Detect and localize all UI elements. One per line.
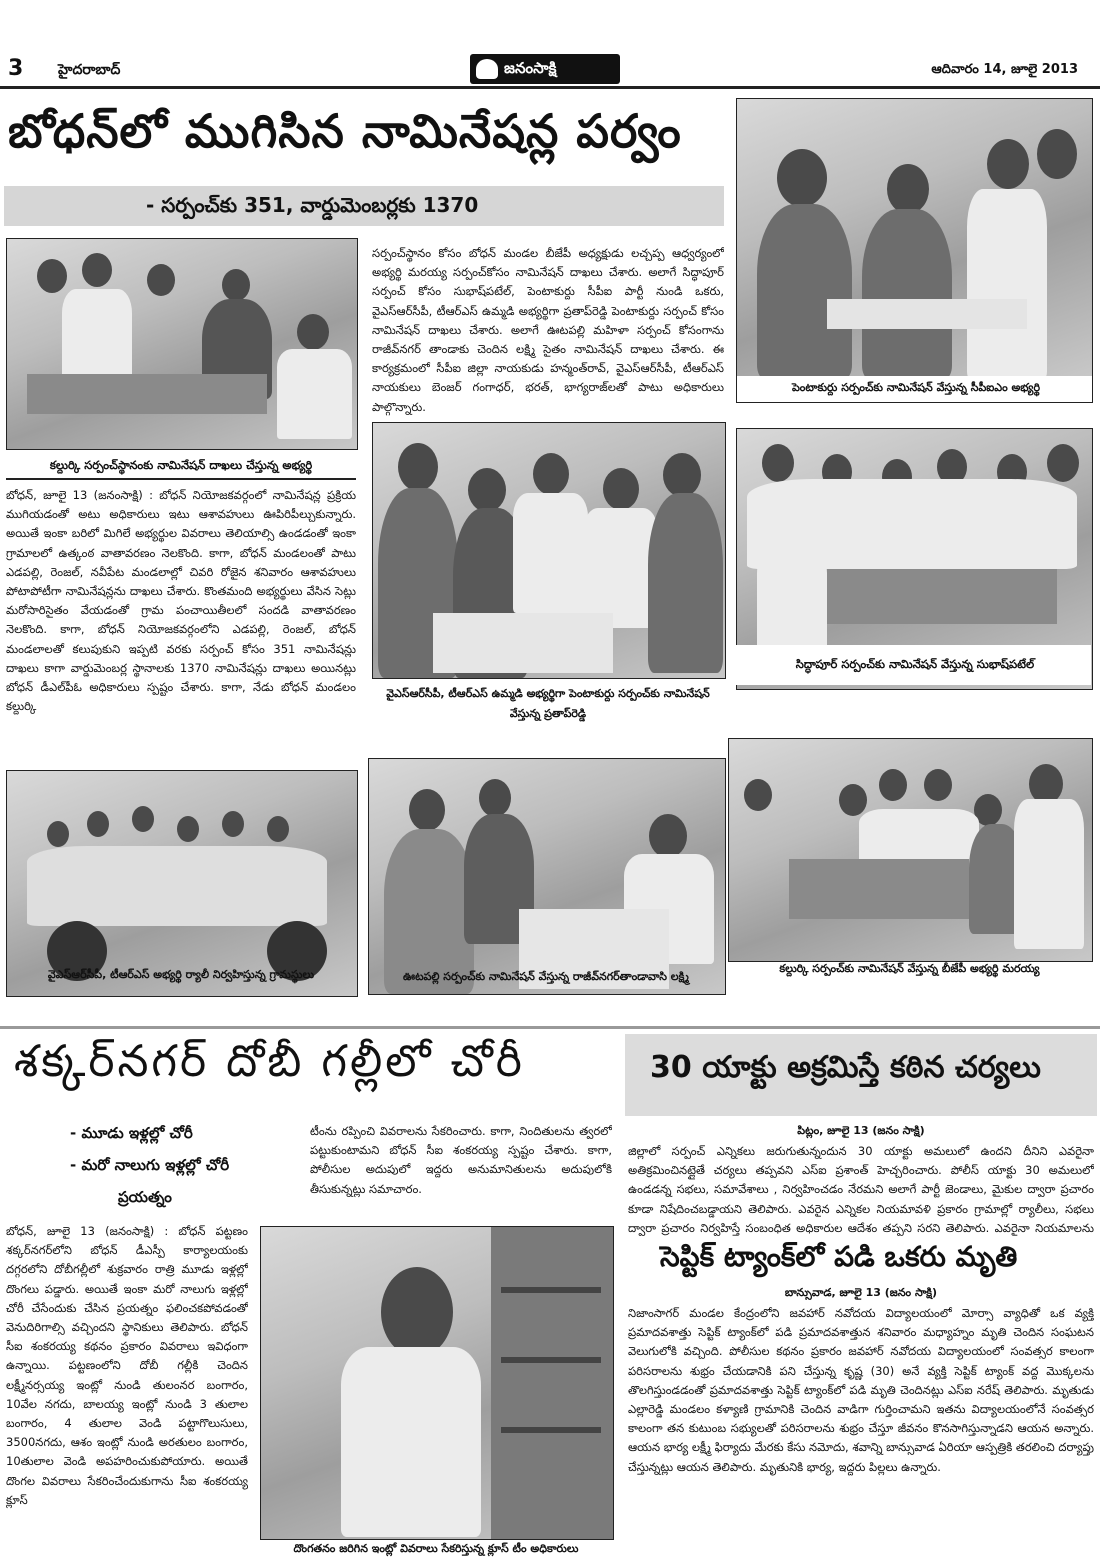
story1-headline: బోధన్‌లో ముగిసిన నామినేషన్ల పర్వం <box>8 104 682 158</box>
caption-photo-center-line2: వేస్తున్న ప్రతాప్‌రెడ్డి <box>509 707 587 720</box>
story4-dateline: బాన్సువాడ, జూలై 13 (జనం సాక్షి) <box>784 1286 938 1299</box>
story2-body-col2: టీంను రప్పించి వివరాలను సేకరించారు. కాగా, నిందితులను త్వరలో పట్టుకుంటామని బోధన్ సీఐ శంకరయ్య స్పష్టం చేశారు. కాగా, పోలీసుల అదుపులో ఇద్దరు అనుమానితులను అదుపులోకి తీసుకున్నట్లు సమాచారం. <box>310 1124 612 1196</box>
photo-kaldurki-nomination <box>6 238 358 450</box>
story2-sub1: - మూడు ఇళ్లల్లో చోరీ <box>70 1124 193 1142</box>
caption-photo-bottom-right: కల్దుర్కి సర్పంచ్‌కు నామినేషన్ వేస్తున్న బీజేపీ అభ్యర్థి మరయ్య <box>779 962 1040 975</box>
photo-pentakurdu-cpi <box>736 98 1093 378</box>
story2-body-col1: బోధన్, జూలై 13 (జనంసాక్షి) : బోధన్ పట్టణం శక్కర్‌నగర్‌లోని బోధన్ డీఎస్పీ కార్యాలయంకు దగ్గరలోని దోబీగల్లీలో శుక్రవారం రాత్రి మూడు ఇళ్లల్లో దొంగలు పడ్డారు. అయితే ఇంకా మరో నాలుగు ఇళ్లల్లో చోరీ చేసేందుకు చేసిన ప్రయత్నం ఫలించకపోవడంతో వెనుదిరిగాల్సి వచ్చిందని స్థానికులు తెలిపారు. బోధన్ సీఐ శంకరయ్య కథనం ప్రకారం వివరాలు ఇవిధంగా ఉన్నాయి. పట్టణంలోని దోబీ గల్లీకి చెందిన లక్ష్మీనర్సయ్య ఇంట్లో నుండి తులంనర బంగారం, 10వేల నగదు, బాలయ్య ఇంట్లో నుండి 3 తులాల బంగారం, 4 తులాల వెండి పట్టాగొలుసులు, 3500నగదు, ఆశం ఇంట్లో నుండి అరతులం బంగారం, 10తులాల వెండి అపహరించుకుపోయారు. అయితే దొంగల వివరాలు సేకరించేందుకుగాను సీఐ శంకరయ్య క్లూస్ <box>6 1224 248 1507</box>
caption-photo-right-mid: సిద్ధాపూర్ సర్పంచ్‌కు నామినేషన్ వేస్తున్న సుభాష్‌పటేల్ <box>795 657 1035 671</box>
caption-photo-left: కల్దుర్కి సర్పంచ్‌స్థానంకు నామినేషన్ దాఖలు చేస్తున్న అభ్యర్థి <box>49 458 313 472</box>
photo-left-underline <box>6 478 356 480</box>
caption-story2-photo: దొంగతనం జరిగిన ఇంట్లో వివరాలు సేకరిస్తున్న క్లూస్ టీం అధికారులు <box>293 1542 579 1555</box>
story1-body-col2: సర్పంచ్‌స్థానం కోసం బోధన్ మండల బీజేపీ అధ్యక్షుడు లచ్చప్ప ఆధ్వర్యంలో అభ్యర్థి మరయ్య సర్పంచ్‌కోసం నామినేషన్ దాఖలు చేశారు. అలాగే సిద్ధాపూర్ సర్పంచ్ కోసం సుభాష్‌పటేల్, పెంటాకుర్దు సీపీఐ పార్టీ నుండి ఒకరు, వైఎస్‌ఆర్‌సీపీ, టీఆర్‌ఎస్ ఉమ్మడి అభ్యర్థిగా ప్రతాప్‌రెడ్డి పెంటాకుర్దు సర్పంచ్ కోసం నామినేషన్ దాఖలు చేశారు. అలాగే ఊటపల్లి మహిళా సర్పంచ్ కోసంగాను రాజీవ్‌నగర్ తాండాకు చెందిన లక్ష్మి సైతం నామినేషన్ దాఖలు చేశారు. ఈ కార్యక్రమంలో సీపీఐ జిల్లా నాయకుడు హన్మంత్‌రావ్, వైఎస్‌ఆర్‌సీపీ, టీఆర్‌ఎస్ నాయకులు బెంజర్ గంగాధర్, భరత్, భాగ్యరాజ్‌లతో పాటు అధికారులు పాల్గొన్నారు. <box>372 246 724 414</box>
story2-sub2: - మరో నాలుగు ఇళ్లల్లో చోరీ <box>70 1156 230 1174</box>
masthead-city: హైదరాబాద్ <box>58 62 121 78</box>
logo-emblem-icon <box>476 59 498 79</box>
photo-pratap-reddy <box>372 422 726 679</box>
photo-kaldurki-bjp <box>728 738 1093 962</box>
story3-headline: 30 యాక్టు అక్రమిస్తే కఠిన చర్యలు <box>650 1050 1041 1085</box>
caption-photo-bottom-mid: ఊటపల్లి సర్పంచ్‌కు నామినేషన్ వేస్తున్న రాజీవ్‌నగర్‌తాండావాసి లక్ష్మి <box>403 970 689 983</box>
paper-name: జనంసాక్షి <box>504 59 557 77</box>
masthead-rule <box>0 86 1100 89</box>
section-divider <box>0 1026 1100 1029</box>
story3-dateline: పిట్లం, జూలై 13 (జనం సాక్షి) <box>797 1124 925 1137</box>
photo-clues-team <box>260 1226 614 1540</box>
story3-body: జిల్లాలో సర్పంచ్ ఎన్నికలు జరుగుతున్నందున 30 యాక్టు అమలులో ఉందని దీనిని ఎవరైనా అతిక్రమించినట్లైతే చర్యలు తప్పవని ఎస్‌ఐ ప్రశాంత్ హెచ్చరించారు. పోలీస్ యాక్టు 30 అమలులో ఉండడన్న సభలు, సమావేశాలు , నిర్వహించడం నేరమని అలాగే పార్టీ జెండాలు, మైకుల ద్వారా ప్రచారం కూడా నిషేదించబడ్డాయని తెలిపారు. ఎవరైన ఎన్నికల నియమావళి ప్రకారం గ్రామాల్లో ర్యాలీలు, సభలు ద్వారా ప్రచారం నిర్వహిస్తే సంబంధిత అధికారుల ఆదేశం తప్పని సరని తెలిపారు. ఎవరైనా నియమాలను <box>628 1144 1094 1235</box>
masthead <box>0 0 1100 92</box>
photo-rally <box>6 770 358 997</box>
story4-headline: సెప్టిక్ ట్యాంక్‌లో పడి ఒకరు మృతి <box>660 1240 1018 1273</box>
caption-photo-top-right: పెంటాకుర్దు సర్పంచ్‌కు నామినేషన్ వేస్తున్న సీపీఐఎం అభ్యర్థి <box>791 381 1040 394</box>
page-number: 3 <box>8 56 24 81</box>
photo-lakshmi-nomination <box>368 758 726 995</box>
story1-subheadline-box <box>4 186 724 226</box>
story2-sub3: ప్రయత్నం <box>118 1188 172 1206</box>
story1-body-col1: బోధన్, జూలై 13 (జనంసాక్షి) : బోధన్ నియోజకవర్గంలో నామినేషన్ల ప్రక్రియ ముగియడంతో అటు అధికారులు ఇటు ఆశావహులు ఊపిరిపీల్చుకున్నారు. అయితే ఇంకా బరిలో మిగిలే అభ్యర్థుల వివరాలు తెలియాల్సి ఉండడంతో ఇంకా గ్రామాలలో ఉత్కంఠ వాతావరణం నెలకొంది. కాగా, బోధన్ మండలంతో పాటు ఎడపల్లి, రెంజల్, నవీపేట మండలాల్లో చివరి రోజైన శనివారం ఆశావహులు పోటాపోటీగా నామినేషన్లను దాఖలు చేశారు. కొంతమంది అభ్యర్థులు వేసిన సెట్లు మరోసారిసైతం వేయడంతో గ్రామ పంచాయితీలలో సందడి వాతావరణం నెలకొంది. కాగా, బోధన్ నియోజకవర్గంలోని ఎడపల్లి, రెంజల్, బోధన్ మండలాలతో కలుపుకుని ఇప్పటి వరకు సర్పంచ్ కోసం 351 నామినేషన్లు దాఖలు కాగా వార్డుమెంబర్ల స్థానాలకు 1370 నామినేషన్లు దాఖలు అయినట్లు బోధన్ డీఎల్‌పీఓ అధికారులు స్పష్టం చేశారు. కాగా, నేడు బోధన్ మండలం కల్దుర్కి <box>6 488 356 714</box>
masthead-date: ఆదివారం 14, జూలై 2013 <box>931 62 1078 77</box>
story1-subheadline: - సర్పంచ్‌కు 351, వార్డుమెంబర్లకు 1370 <box>146 193 479 217</box>
story4-body: నిజాంసాగర్ మండల కేంద్రంలోని జవహార్ నవోదయ విద్యాలయంలో మోర్సా వ్యాధితో ఒక వ్యక్తి ప్రమాదవశాత్తు సెప్టిక్ ట్యాంక్‌లో పడి ప్రమాదవశాత్తున శనివారం మధ్యాహ్నం మృతి చెందిన సంఘటన వెలుగులోకి వచ్చింది. పోలీసుల కథనం ప్రకారం జవహార్ నవోదయ విద్యాలయంలో సంవత్సర కాలంగా పరిసరాలను శుభ్రం చేయడానికి పని చేస్తున్న కృష్ణ (30) అనే వ్యక్తి సెప్టిక్ ట్యాంక్ వద్ద మొక్కలను తొలగిస్తుండడంతో ప్రమాదవశాత్తు సెప్టిక్ ట్యాంక్‌లో పడి మృతి చెందినట్లు ఎస్‌ఐ నరేష్ తెలిపారు. మృతుడు ఎల్లారెడ్డి మండలం కళ్యాణి గ్రామానికి చెందిన వాడిగా గుర్తించామని ఇతను విద్యాలయంలోనే సంవత్సర కాలంగా తన కుటుంబ సభ్యులతో పరిసరాలను శుభ్రం చేస్తూ జీవనం కొనసాగిస్తున్నాడని ఆయన అన్నారు. ఆయన భార్య లక్ష్మీ ఫిర్యాదు మేరకు కేసు నమోదు, శవాన్ని బాన్సువాడ ఏరియా ఆస్పత్రికి తరలించి దర్యాప్తు చేస్తున్నట్లు ఆయన తెలిపారు. మృతునికి భార్య, ఇద్దరు పిల్లలు ఉన్నారు. <box>628 1306 1094 1474</box>
paper-logo <box>470 54 620 84</box>
caption-photo-bottom-left: వైఎస్‌ఆర్‌సీపీ, టీఆర్‌ఎస్ అభ్యర్థి ర్యాలీ నిర్వహిస్తున్న గ్రామస్థులు <box>47 968 315 981</box>
caption-photo-center-line1: వైఎస్‌ఆర్‌సీపీ, టీఆర్‌ఎస్ ఉమ్మడి అభ్యర్థిగా పెంటాకుర్దు సర్పంచ్‌కు నామినేషన్ <box>386 687 710 700</box>
story2-headline: శక్కర్‌నగర్ దోబీ గల్లీలో చోరీ <box>14 1036 525 1087</box>
